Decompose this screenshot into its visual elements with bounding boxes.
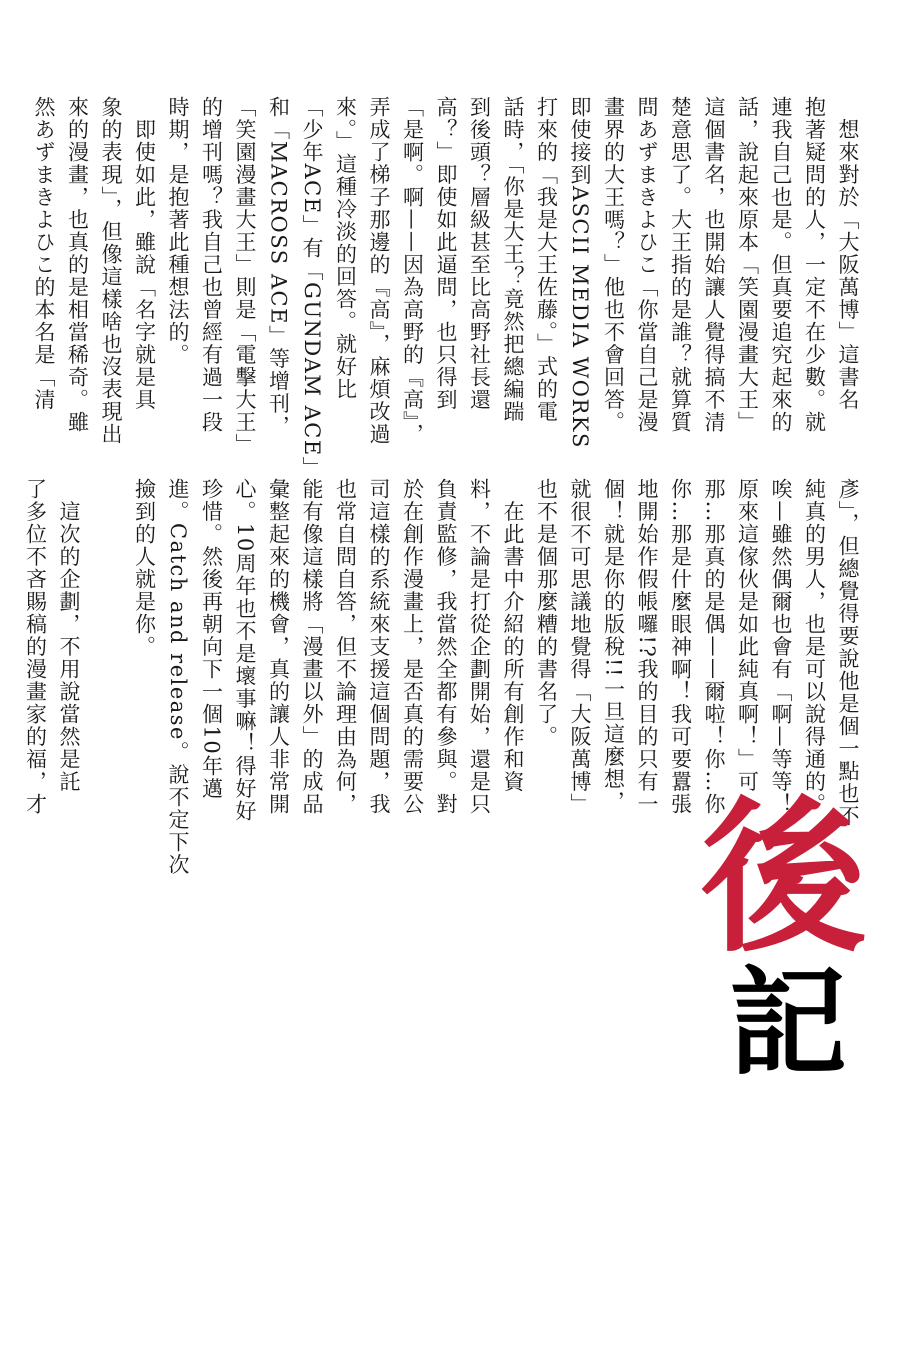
text-column: 就很不可思議地覺得「大阪萬博」 — [568, 478, 592, 816]
text-column: 即使如此，雖說「名字就是具 — [132, 96, 157, 411]
text-column: 這次的企劃，不用說當然是託 — [57, 478, 81, 793]
text-column: 問あずまきよひこ「你當自己是漫 — [635, 96, 659, 434]
text-column: 你…那是什麼眼神啊！我可要囂張 — [668, 478, 693, 816]
text-column: 楚意思了。大王指的是誰？就算質 — [668, 96, 693, 434]
text-column: 來的漫畫，也真的是相當稀奇。雖 — [65, 96, 90, 434]
text-column — [106, 478, 127, 778]
text-column: 彥」，但總覺得要說他是個一點也不 — [836, 478, 860, 828]
text-column: 進。Catch and release。說不定下次 — [166, 478, 190, 876]
text-column: 「笑園漫畫大王」則是「電擊大王」 — [233, 96, 257, 456]
text-column: 原來這傢伙是如此純真啊！」可… — [735, 478, 760, 816]
text-column: 於在創作漫畫上，是否真的需要公 — [400, 478, 425, 816]
text-column: 和「MACROSS ACE」等增刊， — [266, 96, 291, 438]
text-column: 話，說起來原本「笑園漫畫大王」 — [735, 96, 760, 434]
text-column: 畫界的大王嗎？」他也不會回答。 — [601, 96, 626, 434]
title-character-after: 後 — [674, 790, 866, 955]
text-column: 時期，是抱著此種想法的。 — [166, 96, 190, 366]
text-column: 了多位不吝賜稿的漫畫家的福，才 — [23, 478, 48, 816]
text-column: 連我自己也是。但真要追究起來的 — [769, 96, 793, 434]
text-column: 「少年ACE」有「GUNDAM ACE」 — [300, 96, 324, 480]
text-column: 抱著疑問的人，一定不在少數。就 — [802, 96, 827, 434]
text-column: 撿到的人就是你。 — [132, 478, 157, 658]
title-character-record: 記 — [709, 960, 847, 1078]
text-column: 高？」即使如此逼問，也只得到 — [434, 96, 458, 411]
text-column: 純真的男人，也是可以說得通的。 — [802, 478, 827, 816]
text-column: 心。10周年也不是壞事嘛！得好好 — [233, 478, 257, 823]
text-column: 唉—雖然偶爾也會有「啊—等等！ — [769, 478, 793, 816]
text-column: 料，不論是打從企劃開始，還是只 — [467, 478, 492, 816]
text-column: 地開始作假帳囉!?我的目的只有一 — [635, 478, 659, 816]
text-column: 象的表現」，但像這樣啥也沒表現出 — [99, 96, 123, 446]
text-column: 這個書名，也開始讓人覺得搞不清 — [702, 96, 726, 434]
text-column: 個！就是你的版稅!!一旦這麼想， — [601, 478, 626, 813]
text-column: 的增刊嗎？我自己也曾經有過一段 — [199, 96, 224, 434]
text-column: 那…那真的是偶——爾啦！你…你 — [702, 478, 726, 816]
text-column: 到後頭？層級甚至比高野社長還 — [467, 96, 492, 411]
text-column: 然あずまきよひこ的本名是「清 — [32, 96, 56, 411]
text-column: 司這樣的系統來支援這個問題，我 — [367, 478, 391, 816]
text-column: 珍惜。然後再朝向下一個10年邁 — [199, 478, 224, 801]
text-column: 能有像這樣將「漫畫以外」的成品 — [300, 478, 324, 816]
text-column — [85, 478, 106, 778]
text-column: 負責監修，我當然全都有參與。對 — [434, 478, 458, 816]
text-column: 即使接到ASCII MEDIA WORKS — [568, 96, 592, 449]
text-column: 「是啊。啊——因為高野的『高』， — [400, 96, 425, 446]
text-column: 來。」這種冷淡的回答。就好比 — [333, 96, 358, 401]
body-text-upper — [27, 96, 865, 480]
text-column: 弄成了梯子那邊的『高』，麻煩改過 — [367, 96, 391, 446]
text-column: 話時，「你是大王？竟然把總編踹 — [501, 96, 525, 423]
text-column: 彙整起來的機會，真的讓人非常開 — [266, 478, 291, 816]
body-text-lower — [18, 478, 864, 876]
text-column: 也常自問自答，但不論理由為何， — [333, 478, 358, 816]
text-column: 打來的「我是大王佐藤。」式的電 — [534, 96, 559, 423]
text-column: 想來對於「大阪萬博」這書名 — [836, 96, 860, 411]
text-column: 也不是個那麼糟的書名了。 — [534, 478, 559, 748]
text-column: 在此書中介紹的所有創作和資 — [501, 478, 525, 793]
